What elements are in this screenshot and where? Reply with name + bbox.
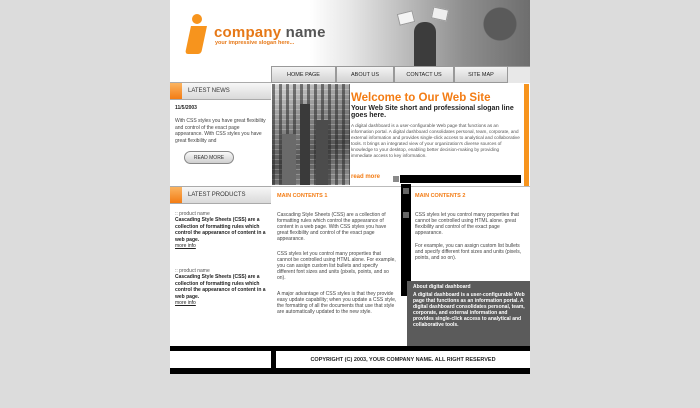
nav-site-map[interactable]: SITE MAP [454,66,508,83]
news-date: 11/5/2003 [175,105,197,111]
read-more-bar [392,175,521,183]
product-item [175,268,267,306]
welcome-title: Welcome to Our Web Site [351,92,491,104]
main-contents-2-p2: For example, you can assign custom list bullets and specify different font sizes and units (pixels, points, and so on). [415,243,522,262]
nav-home-page[interactable]: HOME PAGE [271,66,336,83]
welcome-accent-bar [524,84,529,186]
nav-contact-us[interactable]: CONTACT US [394,66,454,83]
logo-icon [184,14,208,56]
main-contents-1 [271,186,401,346]
header-photo [310,0,530,66]
nav-filler [508,66,530,83]
more-info-link[interactable]: more info [175,300,196,307]
main-contents-1-p1: Cascading Style Sheets (CSS) are a collection of formatting rules which control the appearance of content in a web page. With CSS styles you have great flexibility and control of the exact page appearance. [277,212,387,243]
slogan: your impressive slogan here... [215,40,295,46]
read-more-button[interactable]: READ MORE [184,151,234,164]
city-skyline-image [272,84,350,185]
products-accent-icon [170,187,182,203]
product-item [175,211,267,249]
welcome-section [271,83,530,186]
footer-left [170,351,271,368]
copyright: COPYRIGHT (C) 2003, YOUR COMPANY NAME. ALL RIGHT RESERVED [276,351,530,368]
main-contents-1-p3: A major advantage of CSS styles is that they provide easy update capability; when you update a CSS style, the formatting of all the documents that use that style are automatically updated to the new style. [277,291,397,316]
news-text: With CSS styles you have great flexibility and control of the exact page appearance. With CSS styles you have great flexibility and [175,118,266,144]
top-nav [271,66,530,83]
main-contents-1-title: MAIN CONTENTS 1 [277,193,328,199]
latest-products-title: LATEST PRODUCTS [188,192,246,198]
welcome-subtitle: Your Web Site short and professional slogan line goes here. [351,105,514,120]
header [170,0,530,66]
about-box [407,281,530,346]
main-contents-2-p1: CSS styles let you control many properties that cannot be controlled using HTML alone. great flexibility and control of the exact page appearance. [415,212,519,237]
latest-news-title: LATEST NEWS [188,88,230,94]
nav-about-us[interactable]: ABOUT US [336,66,394,83]
product-name: :: product name [175,268,210,274]
company-name: company name [214,24,326,41]
read-more-link[interactable]: read more [351,174,381,180]
welcome-text: A digital dashboard is a user-configurable Web page that functions as an information portal. A digital dashboard consolidates personal, team, corporate, and external information and provides single-click access to analytical and collaborative tools. It brings an integrated view of your organization's diverse sources of knowledge to your desktop, enabling better decision-making by providing immediate access to key information. [351,123,520,158]
product-name: :: product name [175,211,210,217]
arrow-icon [392,175,400,183]
main-contents-2-title: MAIN CONTENTS 2 [415,193,466,199]
main-contents-2 [411,186,530,280]
about-title: About digital dashboard [413,284,471,290]
product-description: Cascading Style Sheets (CSS) are a collection of formatting rules which control the appearance of content in a web page. [175,217,266,243]
page-bottom [170,374,530,408]
page [170,0,530,408]
decor-icon [403,212,409,218]
latest-news-header [170,82,271,100]
about-text: A digital dashboard is a user-configurable Web page that functions as an information portal. A digital dashboard consolidates personal, team, corporate, and external information and provides single-click access to analytical and collaborative tools. [413,292,525,328]
divider-strip [401,184,411,296]
product-description: Cascading Style Sheets (CSS) are a collection of formatting rules which control the appearance of content in a web page. [175,274,266,300]
more-info-link[interactable]: more info [175,243,196,250]
latest-products-header [170,186,271,204]
decor-icon [403,188,409,194]
news-accent-icon [170,83,182,99]
main-contents-1-p2: CSS styles let you control many properties that cannot be controlled using HTML alone. For example, you can assign custom list bullets and specify different font sizes and units (pixels, points, and so on). [277,251,396,282]
